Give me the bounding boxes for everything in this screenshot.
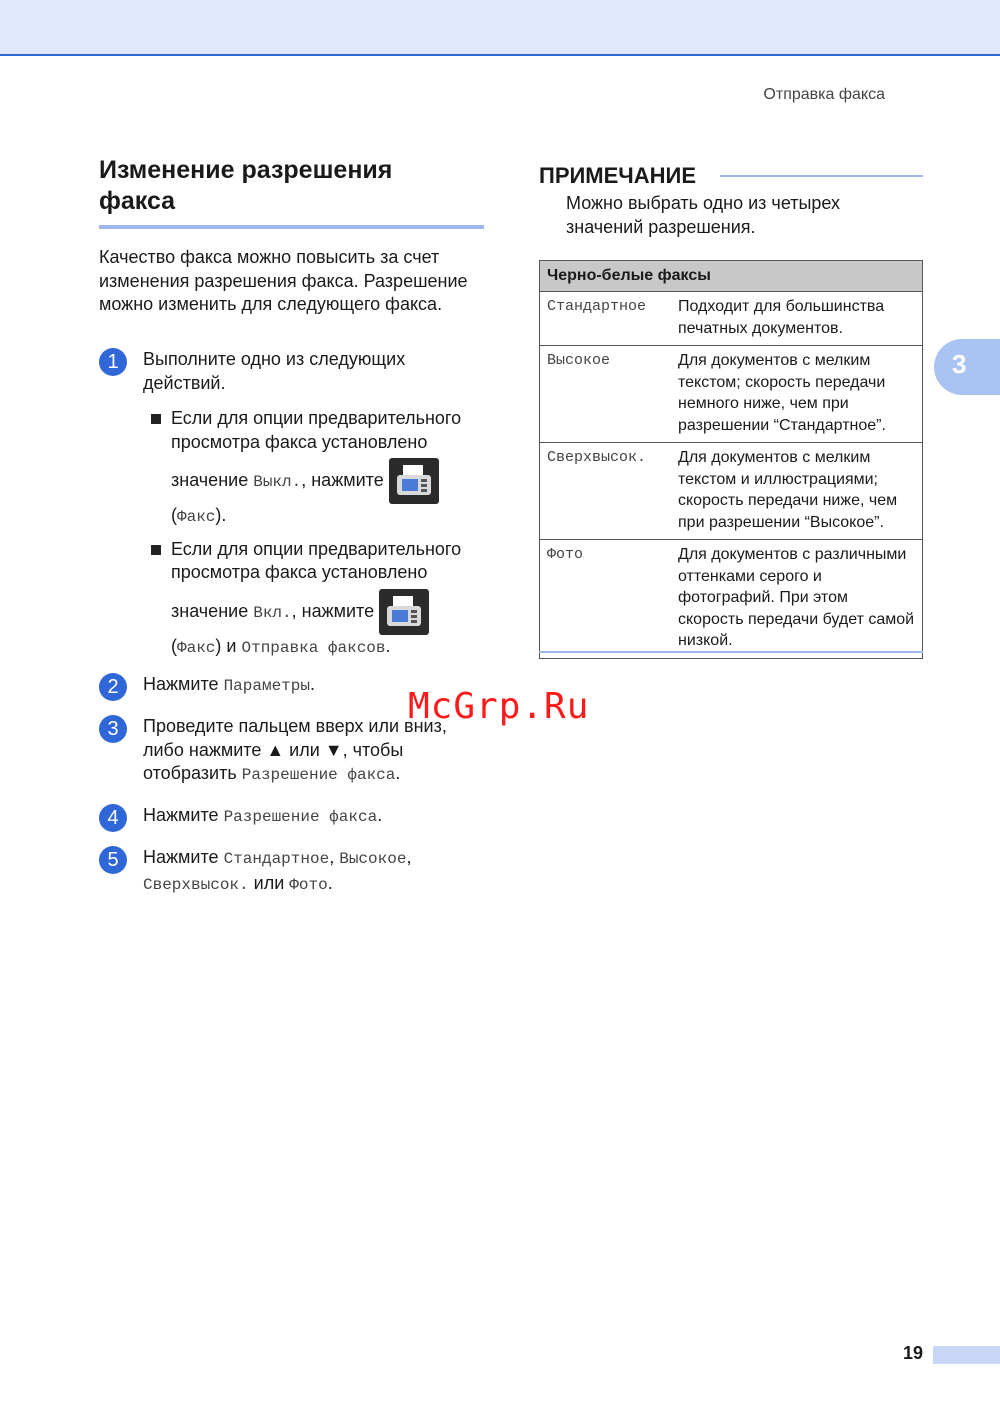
resolution-name: Сверхвысок. [540, 443, 672, 540]
bullet-square-icon [151, 414, 161, 424]
page-number: 19 [903, 1343, 924, 1363]
bullet-text: ) и [215, 635, 237, 656]
resolution-table [539, 260, 923, 659]
page-title [99, 155, 489, 217]
bullet-item [171, 407, 489, 530]
title-line-1: Изменение разрешения [99, 156, 393, 184]
bullet-text: ). [215, 505, 227, 525]
step-text-part: или [253, 872, 285, 893]
bullet-text: Если для опции предварительного просмотра факса установлено [171, 408, 462, 452]
option-label: Разрешение факса [241, 766, 396, 784]
note-end-rule [539, 651, 923, 653]
fax-label: Факс [177, 508, 216, 526]
bullet-text: значение [171, 469, 249, 490]
step-4 [99, 804, 489, 830]
step-number: 1 [99, 348, 127, 376]
running-title: Отправка факса [763, 86, 885, 103]
resolution-name: Стандартное [540, 292, 672, 346]
step-text-part: Проведите пальцем вверх или вниз, либо нажмите ▲ или ▼, чтобы отобразить [143, 716, 447, 783]
option-label: Параметры [223, 677, 310, 695]
resolution-description: Для документов с мелким текстом и иллюстрациями; скорость передачи ниже, чем при разрешении “Высокое”. [671, 443, 923, 540]
table-row [540, 540, 923, 659]
step-text-part: Нажмите [143, 674, 219, 694]
setting-value: Выкл. [253, 472, 302, 491]
note-text: Можно выбрать одно из четырех значений разрешения. [566, 193, 841, 237]
fax-button-icon[interactable] [379, 589, 429, 635]
section [99, 155, 489, 317]
bullet-text: ( [171, 505, 177, 525]
intro-paragraph: Качество факса можно повысить за счет изменения разрешения факса. Разрешение можно изменить для следующего факса. [99, 247, 468, 314]
step-text: Выполните одно из следующих действий. [143, 349, 406, 393]
option-label: Фото [289, 875, 328, 894]
bullet-item [171, 538, 489, 661]
table-row [540, 346, 923, 443]
note-heading-rule [720, 175, 923, 177]
bullet-text: , нажмите [301, 469, 384, 490]
title-underline [99, 225, 484, 229]
header-band [0, 0, 1000, 56]
step-text-part: , [329, 847, 335, 867]
step-text-part: . [309, 674, 315, 694]
table-header: Черно-белые факсы [540, 261, 923, 292]
option-label: Разрешение факса [223, 808, 378, 826]
chapter-tab [934, 339, 1000, 395]
step-text-part: . [377, 805, 383, 825]
resolution-description: Подходит для большинства печатных документов. [671, 292, 923, 346]
chapter-number: 3 [952, 349, 967, 379]
bullet-text: Если для опции предварительного просмотра факса установлено [171, 538, 462, 582]
step-number: 4 [99, 804, 127, 832]
option-label: Сверхвысок. [143, 875, 249, 894]
bullet-square-icon [151, 545, 161, 555]
step-text-part: , [406, 847, 412, 867]
step-text-part: . [327, 872, 333, 893]
option-label: Высокое [339, 850, 407, 868]
step-text-part: Нажмите [143, 805, 219, 825]
send-faxes-label: Отправка факсов [241, 638, 386, 657]
title-line-2: факса [99, 187, 176, 215]
step-number: 5 [99, 846, 127, 874]
resolution-description: Для документов с мелким текстом; скорость передачи немного ниже, чем при разрешении “Стандартное”. [671, 346, 923, 443]
bullet-text: , нажмите [291, 600, 375, 621]
step-5 [99, 846, 489, 897]
step-number: 3 [99, 715, 127, 743]
watermark: McGrp.Ru [408, 686, 590, 727]
note-heading: ПРИМЕЧАНИЕ [539, 163, 697, 188]
step-number: 2 [99, 673, 127, 701]
table-row [540, 443, 923, 540]
fax-label: Факс [177, 638, 216, 657]
resolution-description: Для документов с различными оттенками серого и фотографий. При этом скорость передачи будет самой низкой. [671, 540, 923, 659]
step-1 [99, 348, 489, 660]
resolution-name: Высокое [540, 346, 672, 443]
step-text [143, 846, 478, 897]
step-text-part: Нажмите [143, 847, 219, 867]
bullet-text: значение [171, 600, 249, 621]
resolution-name: Фото [540, 540, 672, 659]
bullet-text: . [385, 635, 391, 656]
option-label: Стандартное [223, 850, 330, 868]
fax-button-icon[interactable] [389, 458, 439, 504]
setting-value: Вкл. [253, 603, 292, 622]
step-text-part: . [395, 763, 401, 783]
page-number-bar [933, 1346, 1000, 1364]
table-row [540, 292, 923, 346]
table-header-row [540, 261, 923, 292]
bullet-text: ( [171, 635, 177, 656]
step-text [143, 804, 489, 830]
